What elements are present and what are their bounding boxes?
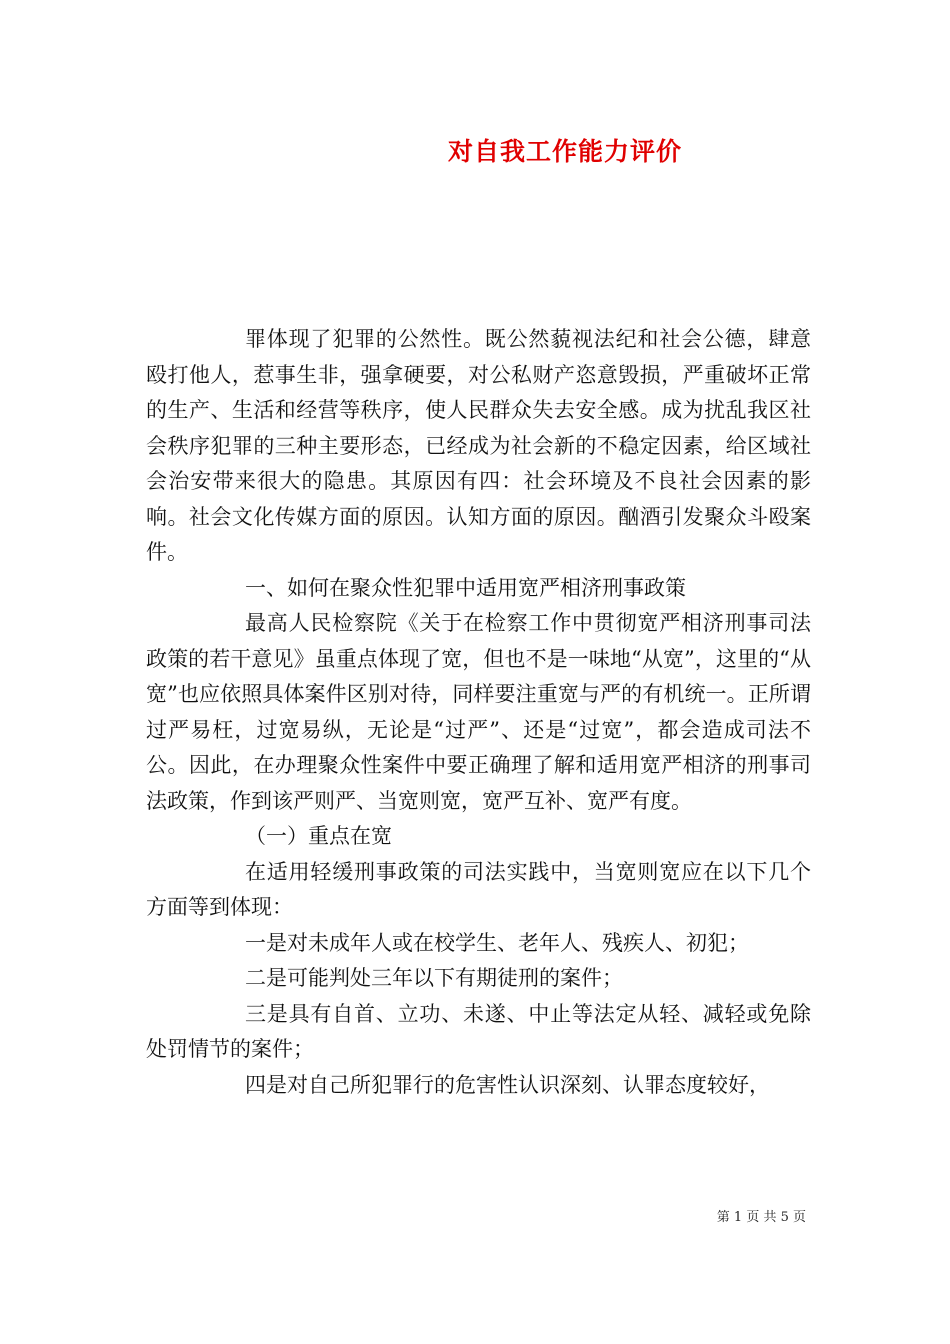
document-body	[146, 322, 811, 1103]
subsection-heading-1: （一）重点在宽	[245, 824, 392, 848]
list-item-4: 四是对自己所犯罪行的危害性认识深刻、认罪态度较好，	[245, 1072, 770, 1097]
section-heading-1: 一、如何在聚众性犯罪中适用宽严相济刑事政策	[245, 575, 686, 600]
paragraph-2: 最高人民检察院《关于在检察工作中贯彻宽严相济刑事司法政策的若干意见》虽重点体现了宽，但也不是一味地“从宽”，这里的“从宽”也应依照具体案件区别对待，同样要注重宽与严的有机统一。正所谓过严易枉，过宽易纵，无论是“过严”、还是“过宽”，都会造成司法不公。因此，在办理聚众性案件中要正确理了解和适用宽严相济的刑事司法政策，作到该严则严、当宽则宽，宽严互补、宽严有度。	[146, 611, 811, 813]
list-item-2: 二是可能判处三年以下有期徒刑的案件；	[245, 966, 623, 990]
page-number: 第 1 页 共 5 页	[716, 1210, 806, 1225]
paragraph-3: 在适用轻缓刑事政策的司法实践中，当宽则宽应在以下几个方面等到体现：	[146, 859, 811, 919]
list-item-3: 三是具有自首、立功、未遂、中止等法定从轻、减轻或免除处罚情节的案件；	[146, 1001, 811, 1061]
paragraph-1: 罪体现了犯罪的公然性。既公然藐视法纪和社会公德，肆意殴打他人，惹事生非，强拿硬要，对公私财产恣意毁损，严重破坏正常的生产、生活和经营等秩序，使人民群众失去安全感。成为扰乱我区社会秩序犯罪的三种主要形态，已经成为社会新的不稳定因素，给区域社会治安带来很大的隐患。其原因有四：社会环境及不良社会因素的影响。社会文化传媒方面的原因。认知方面的原因。酗酒引发聚众斗殴案件。	[146, 327, 811, 564]
document-title: 对自我工作能力评价	[447, 137, 682, 166]
list-item-1: 一是对未成年人或在校学生、老年人、残疾人、初犯；	[245, 930, 749, 955]
